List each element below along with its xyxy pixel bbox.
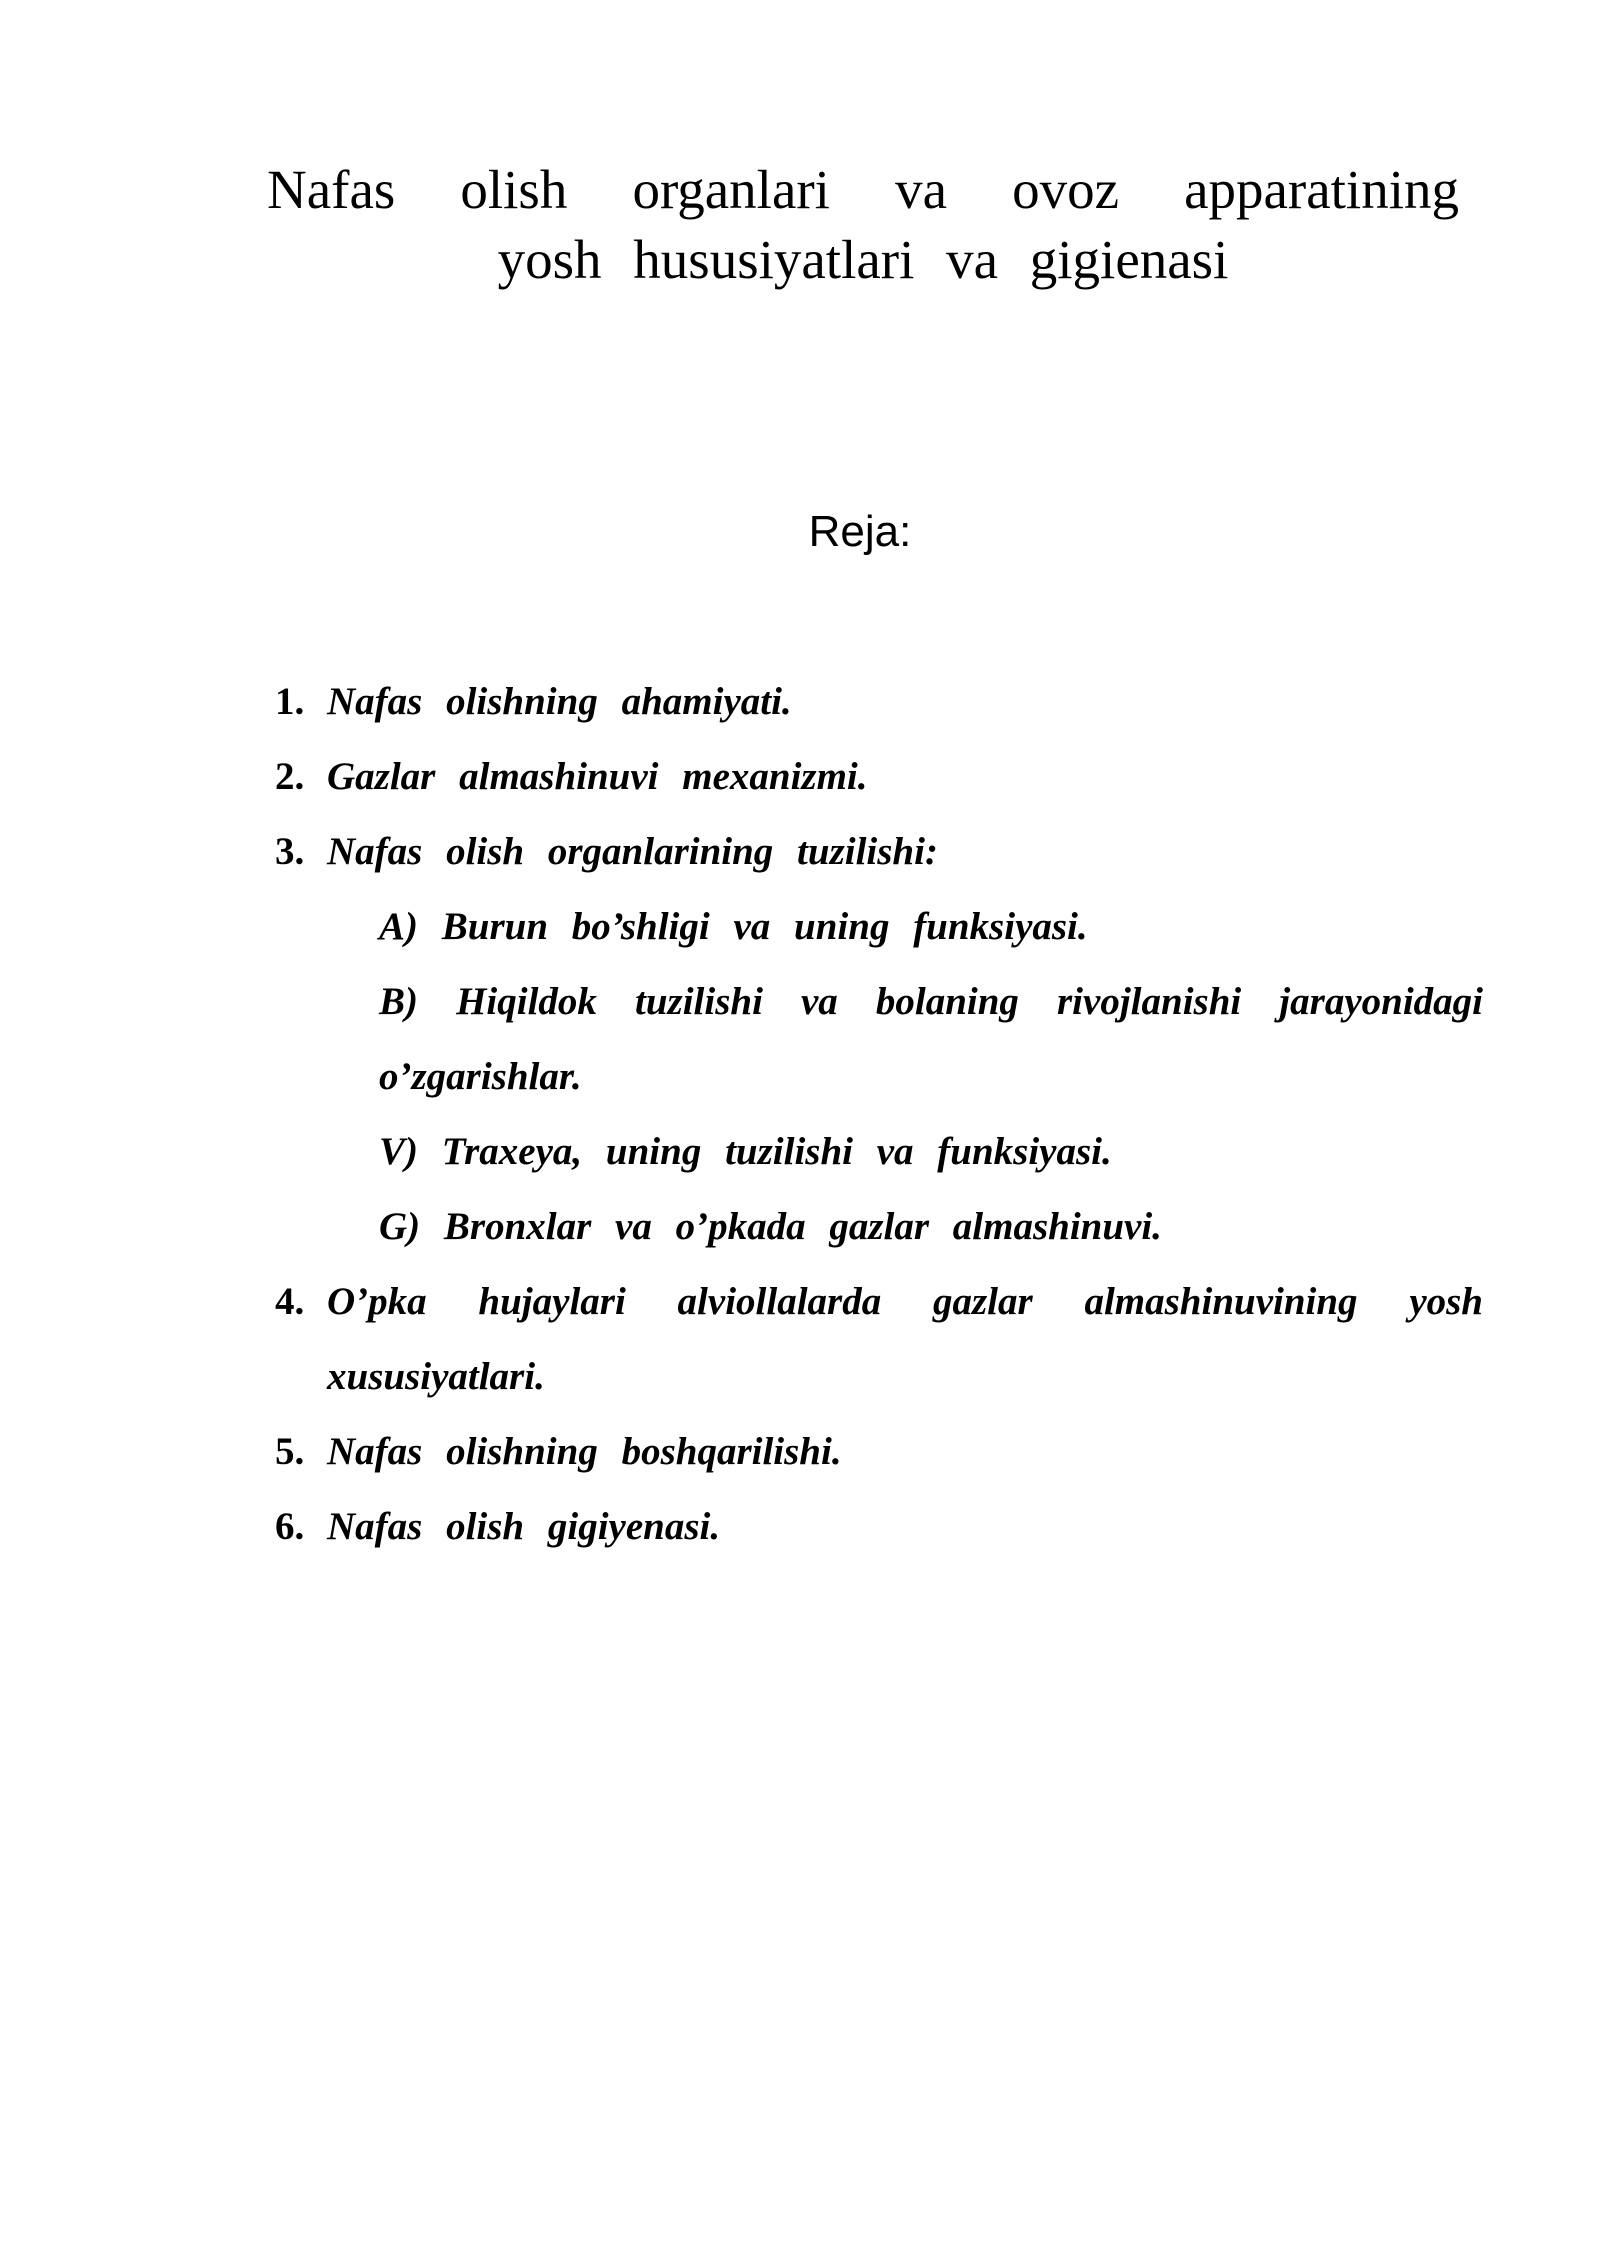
plan-item-number: 4. (275, 1280, 305, 1323)
plan-item-5 (275, 1414, 1483, 1489)
plan-subitem-b (327, 964, 1483, 1114)
plan-item-number: 5. (275, 1430, 305, 1473)
plan-item-number: 2. (275, 755, 305, 798)
plan-subitem-a: A) Burun bo’shligi va uning funksiyasi. (379, 905, 1088, 948)
plan-heading: Reja: (808, 507, 912, 556)
plan-subitem-b-line-1: B) Hiqildok tuzilishi va bolaning rivojlanishi jarayonidagi (379, 980, 1483, 1023)
title-line-2: yosh hususiyatlari va gigienasi (497, 229, 1229, 290)
plan-item-4-line-1: O’pka hujaylari alviollalarda gazlar almashinuvining yosh (327, 1280, 1483, 1323)
plan-item-3 (275, 814, 1483, 1264)
plan-item-text: Nafas olishning ahamiyati. (327, 680, 792, 723)
plan-item-6 (275, 1489, 1483, 1564)
document-title (267, 155, 1459, 295)
plan-item-number: 6. (275, 1505, 305, 1548)
plan-subitem-g: G) Bronxlar va o’pkada gazlar almashinuvi. (379, 1205, 1162, 1248)
plan-item-text: Nafas olish gigiyenasi. (327, 1505, 721, 1548)
plan-item-number: 1. (275, 680, 305, 723)
plan-item-4 (275, 1264, 1483, 1414)
plan-item-text: Gazlar almashinuvi mexanizmi. (327, 755, 868, 798)
plan-item-4-line-2: xususiyatlari. (327, 1355, 545, 1398)
title-line-1: Nafas olish organlari va ovoz apparatining (267, 159, 1459, 220)
plan-item-number: 3. (275, 830, 305, 873)
plan-list (275, 664, 1483, 1564)
plan-item-text: Nafas olishning boshqarilishi. (327, 1430, 842, 1473)
plan-item-text: Nafas olish organlarining tuzilishi: (327, 830, 938, 873)
plan-item-2 (275, 739, 1483, 814)
plan-subitem-v: V) Traxeya, uning tuzilishi va funksiyasi. (379, 1130, 1112, 1173)
plan-subitem-b-line-2: o’zgarishlar. (379, 1055, 582, 1098)
plan-item-1 (275, 664, 1483, 739)
